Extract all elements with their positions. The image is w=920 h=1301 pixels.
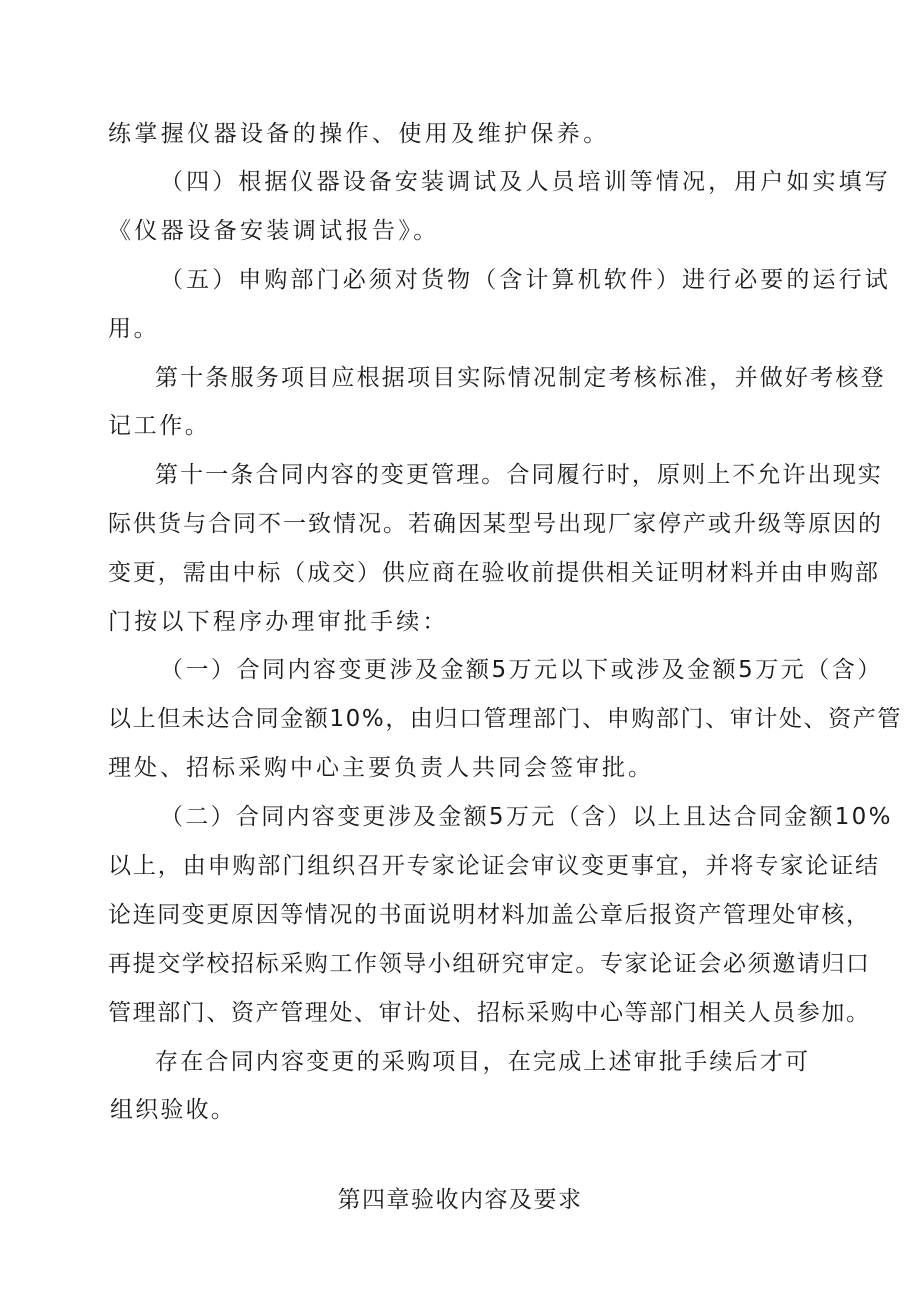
text-line: 门按以下程序办理审批手续： bbox=[108, 609, 449, 635]
text-line: （一）合同内容变更涉及金额5万元以下或涉及金额5万元（含） bbox=[160, 657, 883, 683]
text-line: 理处、招标采购中心主要负责人共同会签审批。 bbox=[108, 755, 654, 781]
text-line: （五）申购部门必须对货物（含计算机软件）进行必要的运行试 bbox=[160, 267, 891, 293]
text-line: （二）合同内容变更涉及金额5万元（含）以上且达合同金额10% bbox=[160, 804, 893, 830]
article-11: 第十一条合同内容的变更管理。合同履行时，原则上不允许出现实 bbox=[155, 462, 883, 488]
text-line: 变更，需由中标（成交）供应商在验收前提供相关证明材料并由申购部 bbox=[108, 560, 880, 586]
text-line: 论连同变更原因等情况的书面说明材料加盖公章后报资产管理处审核， bbox=[108, 902, 871, 928]
text-line: 以上，由申购部门组织召开专家论证会审议变更事宜，并将专家论证结 bbox=[108, 853, 880, 879]
text-line: 以上但未达合同金额10%，由归口管理部门、申购部门、审计处、资产管 bbox=[108, 706, 902, 732]
text-line: 用。 bbox=[108, 316, 160, 342]
text-line: 际供货与合同不一致情况。若确因某型号出现厂家停产或升级等原因的 bbox=[108, 511, 883, 537]
text-line: 练掌握仪器设备的操作、使用及维护保养。 bbox=[108, 121, 610, 147]
article-10: 第十条服务项目应根据项目实际情况制定考核标准，并做好考核登 bbox=[155, 365, 886, 391]
chapter-heading: 第四章验收内容及要求 bbox=[337, 1187, 583, 1213]
text-line: 再提交学校招标采购工作领导小组研究审定。专家论证会必须邀请归口 bbox=[108, 951, 871, 977]
text-line: 组织验收。 bbox=[110, 1097, 236, 1123]
text-line: 存在合同内容变更的采购项目，在完成上述审批手续后才可 bbox=[155, 1049, 811, 1075]
text-line: 管理部门、资产管理处、审计处、招标采购中心等部门相关人员参加。 bbox=[108, 1000, 871, 1026]
text-line: 记工作。 bbox=[108, 413, 211, 439]
text-line: （四）根据仪器设备安装调试及人员培训等情况，用户如实填写 bbox=[160, 169, 891, 195]
text-line: 《仪器设备安装调试报告》。 bbox=[108, 218, 440, 244]
